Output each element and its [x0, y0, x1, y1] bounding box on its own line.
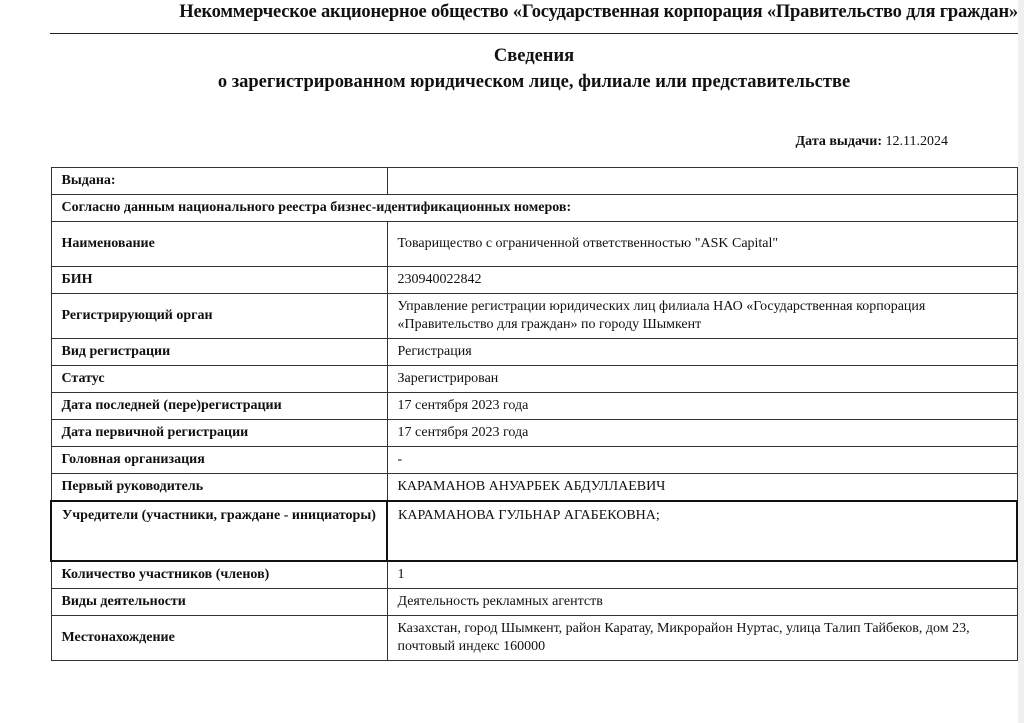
row-label-registering-body: Регистрирующий орган [51, 294, 387, 339]
table-row [51, 339, 1017, 366]
table-row [51, 267, 1017, 294]
row-value-founders: КАРАМАНОВА ГУЛЬНАР АГАБЕКОВНА; [387, 501, 1017, 561]
row-value-parent-organization: - [387, 447, 1017, 474]
row-label-activities: Виды деятельности [51, 589, 387, 616]
table-row-section [51, 195, 1017, 222]
issued-label: Выдана: [51, 168, 387, 195]
issue-date [600, 134, 948, 150]
table-row [51, 616, 1017, 661]
table-row [51, 501, 1017, 561]
table-row [51, 393, 1017, 420]
issue-date-label: Дата выдачи: [795, 134, 883, 149]
row-value-registering-body: Управление регистрации юридических лиц филиала НАО «Государственная корпорация «Правительство для граждан» по городу Шымкент [387, 294, 1017, 339]
row-label-first-head: Первый руководитель [51, 474, 387, 502]
header-divider [50, 33, 1018, 34]
row-value-bin: 230940022842 [387, 267, 1017, 294]
row-label-location: Местонахождение [51, 616, 387, 661]
page-edge [1018, 0, 1024, 723]
row-label-status: Статус [51, 366, 387, 393]
table-row [51, 222, 1017, 267]
table-row [51, 561, 1017, 589]
document-title: Сведения [493, 46, 575, 66]
row-value-activities: Деятельность рекламных агентств [387, 589, 1017, 616]
row-value-last-registration-date: 17 сентября 2023 года [387, 393, 1017, 420]
issued-value [387, 168, 1017, 195]
table-row [51, 420, 1017, 447]
row-label-last-registration-date: Дата последней (пере)регистрации [51, 393, 387, 420]
organization-header: Некоммерческое акционерное общество «Государственная корпорация «Правительство для граждан» [179, 2, 1018, 22]
table-row [51, 294, 1017, 339]
row-label-bin: БИН [51, 267, 387, 294]
row-value-first-registration-date: 17 сентября 2023 года [387, 420, 1017, 447]
row-label-parent-organization: Головная организация [51, 447, 387, 474]
table-row [51, 589, 1017, 616]
row-value-member-count: 1 [387, 561, 1017, 589]
row-value-location: Казахстан, город Шымкент, район Каратау, Микрорайон Нуртас, улица Талип Тайбеков, дом 23, почтовый индекс 160000 [387, 616, 1017, 661]
row-value-status: Зарегистрирован [387, 366, 1017, 393]
document-subtitle: о зарегистрированном юридическом лице, филиале или представительстве [217, 72, 851, 92]
row-value-name: Товарищество с ограниченной ответственностью "ASK Capital" [387, 222, 1017, 267]
issue-date-value: 12.11.2024 [885, 134, 948, 149]
table-row [51, 366, 1017, 393]
table-row [51, 447, 1017, 474]
row-value-first-head: КАРАМАНОВ АНУАРБЕК АБДУЛЛАЕВИЧ [387, 474, 1017, 502]
table-row [51, 474, 1017, 502]
row-value-registration-type: Регистрация [387, 339, 1017, 366]
row-label-name: Наименование [51, 222, 387, 267]
table-row-issued [51, 168, 1017, 195]
row-label-registration-type: Вид регистрации [51, 339, 387, 366]
registration-info-table [50, 167, 1018, 661]
section-heading: Согласно данным национального реестра бизнес-идентификационных номеров: [51, 195, 1017, 222]
row-label-first-registration-date: Дата первичной регистрации [51, 420, 387, 447]
row-label-member-count: Количество участников (членов) [51, 561, 387, 589]
row-label-founders: Учредители (участники, граждане - инициаторы) [51, 501, 387, 561]
